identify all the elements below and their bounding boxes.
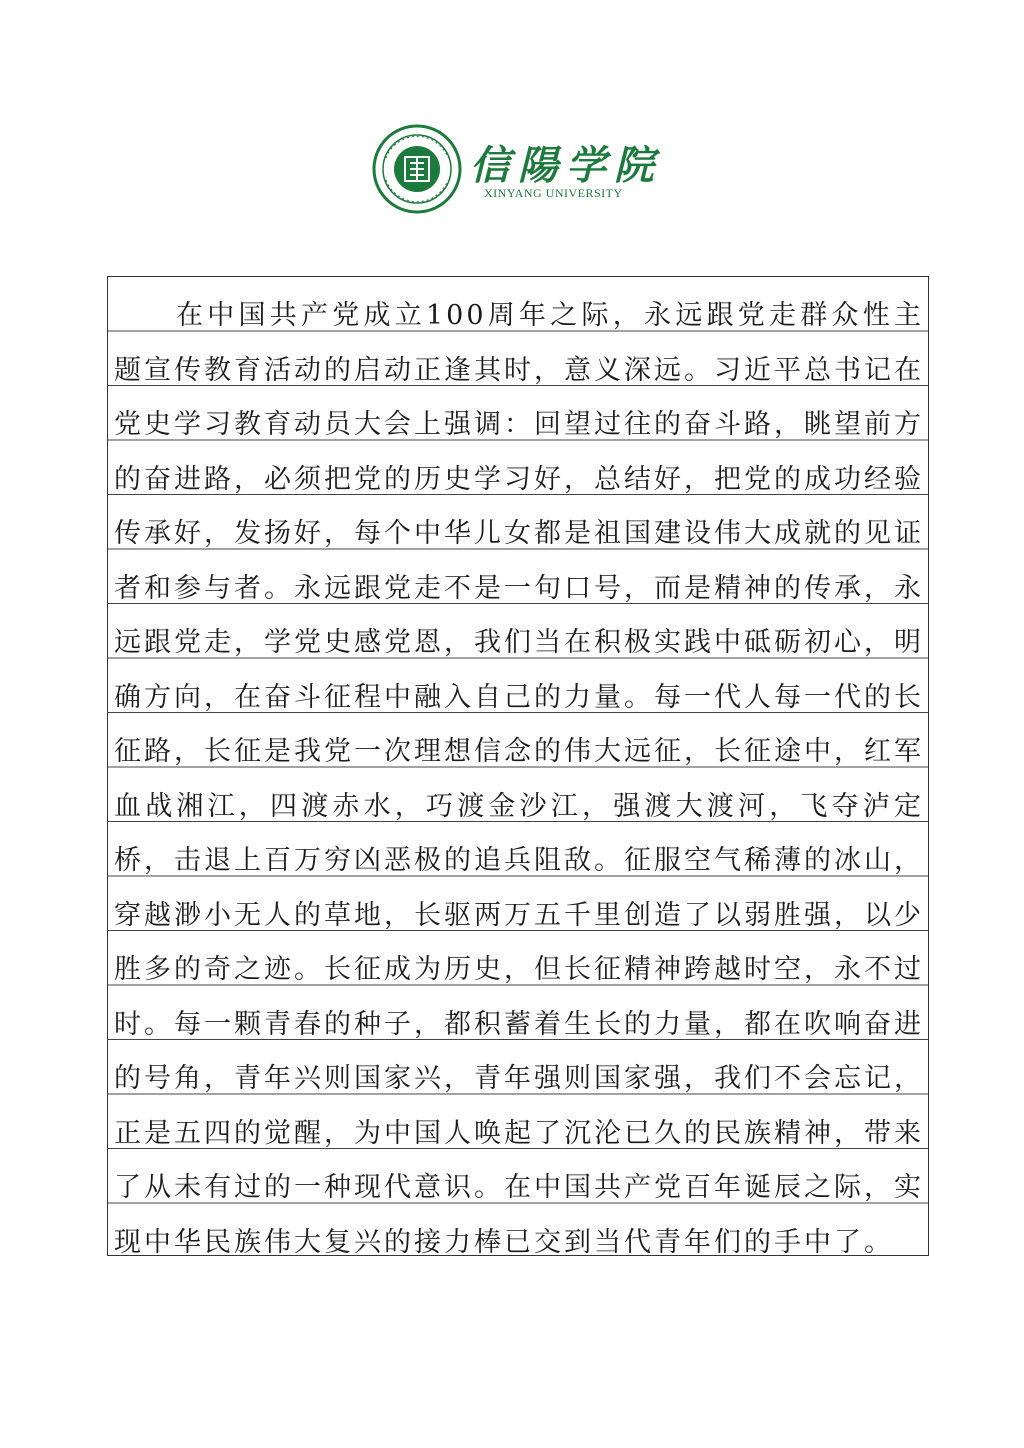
handwritten-essay: 在中国共产党成立100周年之际，永远跟党走群众性主题宣传教育活动的启动正逢其时，意义深远。习近平总书记在党史学习教育动员大会上强调：回望过往的奋斗路，眺望前方的奋进路，必须把党的历史学习好，总结好，把党的成功经验传承好，发扬好，每个中华儿女都是祖国建设伟大成就的见证者和参与者。永远跟党走不是一句口号，而是精神的传承，永远跟党走，学党史感党恩，我们当在积极实践中砥砺初心，明确方向，在奋斗征程中融入自己的力量。每一代人每一代的长征路，长征是我党一次理想信念的伟大远征，长征途中，红军血战湘江，四渡赤水，巧渡金沙江，强渡大渡河，飞夺泸定桥，击退上百万穷凶恶极的追兵阻敌。征服空气稀薄的冰山，穿越渺小无人的草地，长驱两万五千里创造了以弱胜强，以少胜多的奇之迹。长征成为历史，但长征精神跨越时空，永不过时。每一颗青春的种子，都积蓄着生长的力量，都在吹响奋进的号角，青年兴则国家兴，青年强则国家强，我们不会忘记，正是五四的觉醒，为中国人唤起了沉沦已久的民族精神，带来了从未有过的一种现代意识。在中国共产党百年诞辰之际，实现中华民族伟大复兴的接力棒已交到当代青年们的手中了。: [114, 300, 924, 1258]
ruled-writing-paper: [107, 276, 929, 1256]
university-header: [372, 124, 672, 224]
university-seal-icon: [372, 124, 462, 214]
university-name-en: XINYANG UNIVERSITY: [484, 186, 623, 200]
university-name-cn: 信陽学院: [470, 142, 662, 189]
